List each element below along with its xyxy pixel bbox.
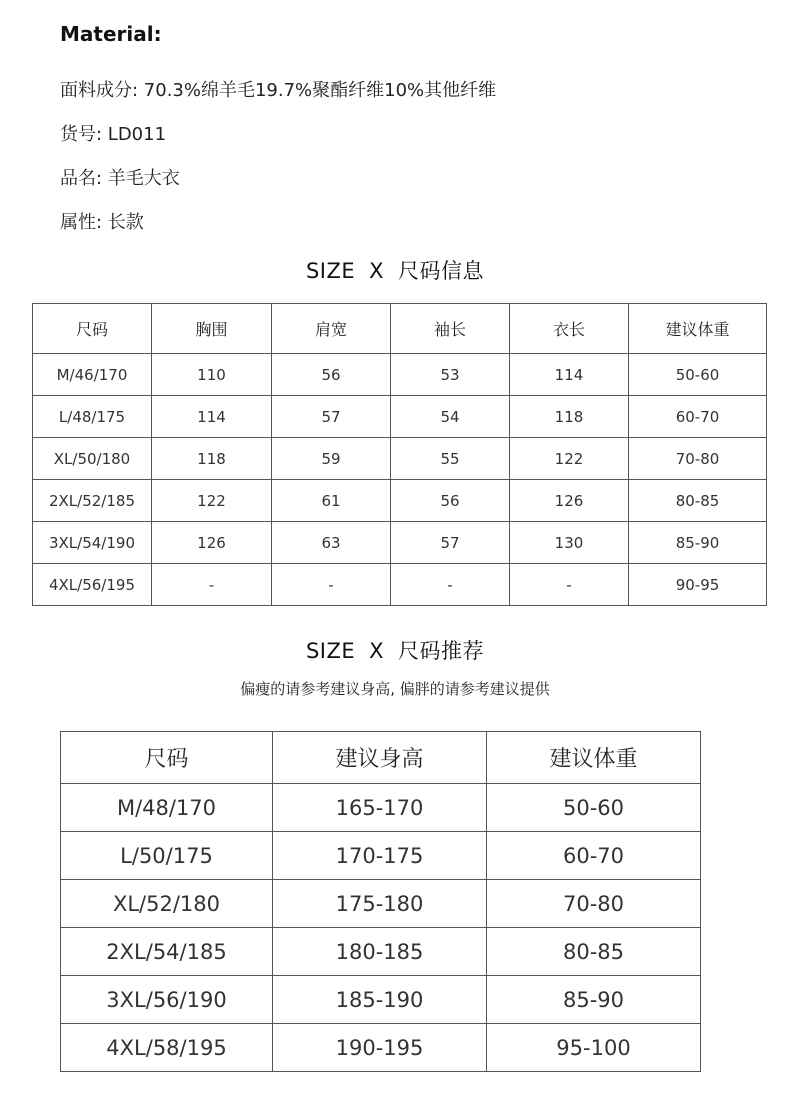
size-info-cell: 85-90 bbox=[629, 522, 767, 564]
size-info-cell: 122 bbox=[510, 438, 629, 480]
size-info-cell: 57 bbox=[272, 396, 391, 438]
size-info-header-cell: 胸围 bbox=[152, 304, 272, 354]
size-info-row bbox=[33, 564, 767, 606]
size-info-cell: 80-85 bbox=[629, 480, 767, 522]
size-recommend-row bbox=[61, 928, 701, 976]
size-info-cell: 126 bbox=[152, 522, 272, 564]
size-recommend-row bbox=[61, 880, 701, 928]
size-info-cell: 70-80 bbox=[629, 438, 767, 480]
size-info-cell: XL/50/180 bbox=[33, 438, 152, 480]
size-recommend-cell: 70-80 bbox=[487, 880, 701, 928]
size-info-title-left: SIZE bbox=[305, 259, 356, 283]
size-info-cell: 63 bbox=[272, 522, 391, 564]
size-recommend-title-left: SIZE bbox=[305, 639, 356, 663]
size-recommend-title bbox=[0, 635, 790, 665]
size-recommend-cell: 180-185 bbox=[273, 928, 487, 976]
size-info-cell: - bbox=[272, 564, 391, 606]
size-recommend-header-cell: 尺码 bbox=[61, 732, 273, 784]
size-info-row bbox=[33, 522, 767, 564]
size-info-cell: 61 bbox=[272, 480, 391, 522]
size-info-header-cell: 建议体重 bbox=[629, 304, 767, 354]
size-recommend-cell: 50-60 bbox=[487, 784, 701, 832]
size-recommend-row bbox=[61, 976, 701, 1024]
size-recommend-note: 偏瘦的请参考建议身高, 偏胖的请参考建议提供 bbox=[240, 680, 550, 698]
size-recommend-cell: 60-70 bbox=[487, 832, 701, 880]
size-info-cell: 60-70 bbox=[629, 396, 767, 438]
size-recommend-cell: 95-100 bbox=[487, 1024, 701, 1072]
size-recommend-cell: 80-85 bbox=[487, 928, 701, 976]
size-info-title-x: X bbox=[369, 259, 385, 283]
size-info-cell: - bbox=[152, 564, 272, 606]
size-info-cell: 90-95 bbox=[629, 564, 767, 606]
size-recommend-cell: 4XL/58/195 bbox=[61, 1024, 273, 1072]
size-recommend-cell: 185-190 bbox=[273, 976, 487, 1024]
size-recommend-cell: 175-180 bbox=[273, 880, 487, 928]
size-recommend-header-row bbox=[61, 732, 701, 784]
size-info-cell: 114 bbox=[510, 354, 629, 396]
size-recommend-row bbox=[61, 832, 701, 880]
item-number: 货号: LD011 bbox=[60, 124, 167, 145]
size-recommend-title-right: 尺码推荐 bbox=[398, 639, 485, 663]
size-recommend-cell: 165-170 bbox=[273, 784, 487, 832]
size-info-cell: 55 bbox=[391, 438, 510, 480]
size-info-cell: M/46/170 bbox=[33, 354, 152, 396]
material-heading: Material: bbox=[60, 22, 162, 46]
size-recommend-row bbox=[61, 1024, 701, 1072]
size-info-title bbox=[0, 255, 790, 285]
size-info-cell: 118 bbox=[510, 396, 629, 438]
size-recommend-title-x: X bbox=[369, 639, 385, 663]
size-info-cell: L/48/175 bbox=[33, 396, 152, 438]
product-attribute: 属性: 长款 bbox=[60, 212, 144, 233]
size-recommend-cell: 2XL/54/185 bbox=[61, 928, 273, 976]
size-info-cell: 56 bbox=[272, 354, 391, 396]
size-recommend-cell: 3XL/56/190 bbox=[61, 976, 273, 1024]
size-info-cell: 126 bbox=[510, 480, 629, 522]
size-recommend-cell: XL/52/180 bbox=[61, 880, 273, 928]
size-info-cell: 114 bbox=[152, 396, 272, 438]
size-recommend-cell: 190-195 bbox=[273, 1024, 487, 1072]
size-info-table bbox=[32, 303, 767, 606]
size-info-row bbox=[33, 438, 767, 480]
size-info-header-cell: 袖长 bbox=[391, 304, 510, 354]
size-info-cell: 4XL/56/195 bbox=[33, 564, 152, 606]
size-info-cell: 130 bbox=[510, 522, 629, 564]
size-info-cell: 3XL/54/190 bbox=[33, 522, 152, 564]
size-info-header-row bbox=[33, 304, 767, 354]
size-recommend-cell: 85-90 bbox=[487, 976, 701, 1024]
size-recommend-row bbox=[61, 784, 701, 832]
size-info-cell: 53 bbox=[391, 354, 510, 396]
size-info-row bbox=[33, 396, 767, 438]
size-info-cell: 50-60 bbox=[629, 354, 767, 396]
size-info-cell: 122 bbox=[152, 480, 272, 522]
size-info-cell: - bbox=[391, 564, 510, 606]
size-recommend-table bbox=[60, 731, 701, 1072]
size-recommend-cell: L/50/175 bbox=[61, 832, 273, 880]
product-name: 品名: 羊毛大衣 bbox=[60, 168, 180, 189]
size-info-cell: 57 bbox=[391, 522, 510, 564]
size-info-cell: - bbox=[510, 564, 629, 606]
size-info-cell: 110 bbox=[152, 354, 272, 396]
size-info-cell: 118 bbox=[152, 438, 272, 480]
size-info-cell: 2XL/52/185 bbox=[33, 480, 152, 522]
size-recommend-header-cell: 建议体重 bbox=[487, 732, 701, 784]
size-info-row bbox=[33, 480, 767, 522]
size-info-row bbox=[33, 354, 767, 396]
size-recommend-cell: 170-175 bbox=[273, 832, 487, 880]
size-recommend-header-cell: 建议身高 bbox=[273, 732, 487, 784]
size-info-cell: 59 bbox=[272, 438, 391, 480]
size-info-title-right: 尺码信息 bbox=[398, 259, 485, 283]
fabric-composition: 面料成分: 70.3%绵羊毛19.7%聚酯纤维10%其他纤维 bbox=[60, 80, 497, 101]
size-info-cell: 54 bbox=[391, 396, 510, 438]
size-info-header-cell: 衣长 bbox=[510, 304, 629, 354]
size-info-header-cell: 尺码 bbox=[33, 304, 152, 354]
size-recommend-cell: M/48/170 bbox=[61, 784, 273, 832]
size-info-header-cell: 肩宽 bbox=[272, 304, 391, 354]
size-info-cell: 56 bbox=[391, 480, 510, 522]
